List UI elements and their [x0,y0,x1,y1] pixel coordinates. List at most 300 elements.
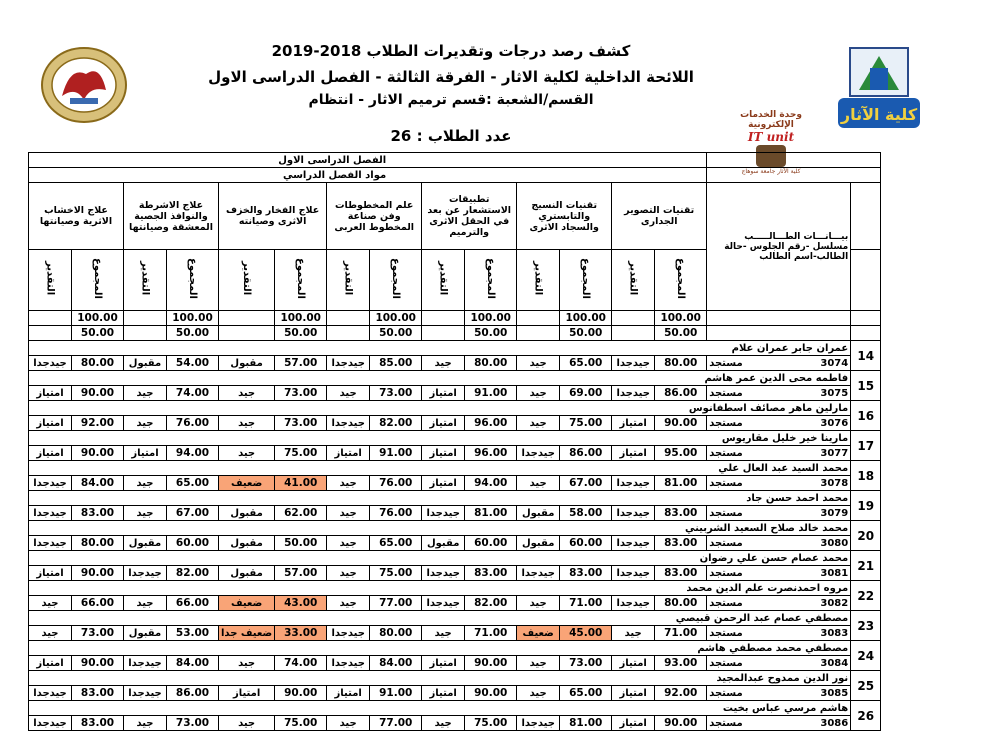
seat-number: 3078 [820,477,849,489]
score-cell: 80.00 [655,356,707,371]
grade-cell: جيدجدا [29,686,72,701]
total-subheader [370,250,422,311]
score-cell: 74.00 [275,656,327,671]
score-cell: 71.00 [560,596,612,611]
grade-cell: مقبول [124,536,167,551]
score-cell: 83.00 [72,506,124,521]
student-status: مستجد [709,687,743,699]
grade-cell: جيد [517,686,560,701]
grade-label: التقدير [342,261,354,296]
score-cell: 66.00 [72,596,124,611]
blank-cell [707,311,851,326]
score-cell: 84.00 [167,656,219,671]
table-row [29,386,881,401]
row-index: 22 [851,581,881,611]
grade-cell: جيد [124,416,167,431]
grade-cell: جيد [517,476,560,491]
seat-number: 3081 [820,567,849,579]
total-label: المجموع [390,258,402,299]
score-cell: 73.00 [275,386,327,401]
grade-cell: امتياز [422,476,465,491]
score-limit: 100.00 [465,311,517,326]
table-row [29,656,881,671]
score-cell: 91.00 [370,686,422,701]
grade-cell: امتياز [327,446,370,461]
grade-cell: جيد [219,446,275,461]
grade-cell: امتياز [124,446,167,461]
score-cell: 83.00 [72,686,124,701]
total-subheader [275,250,327,311]
score-cell: 90.00 [465,656,517,671]
grade-cell: امتياز [327,686,370,701]
student-status: مستجد [709,507,743,519]
score-cell: 96.00 [465,446,517,461]
grade-cell: جيد [422,626,465,641]
total-subheader [655,250,707,311]
table-row [29,401,881,416]
table-row [29,506,881,521]
score-cell: 74.00 [167,386,219,401]
score-cell: 86.00 [560,446,612,461]
student-name: محمد خالد صلاح السعيد الشربيني [29,521,851,536]
grade-cell: مقبول [124,626,167,641]
score-cell: 58.00 [560,506,612,521]
grade-cell: جيدجدا [612,386,655,401]
grade-cell: جيدجدا [124,686,167,701]
score-cell: 90.00 [72,386,124,401]
grade-cell: امتياز [422,416,465,431]
student-name: مارينا خير خليل مقاريوس [29,431,851,446]
blank-cell [851,183,881,250]
score-cell: 90.00 [465,686,517,701]
score-cell: 85.00 [370,356,422,371]
grade-cell: امتياز [29,656,72,671]
blank-cell [612,326,655,341]
score-limit: 50.00 [370,326,422,341]
score-cell: 90.00 [72,446,124,461]
score-cell: 82.00 [465,596,517,611]
total-subheader [560,250,612,311]
score-cell: 75.00 [275,716,327,731]
grade-cell: مقبول [517,506,560,521]
grade-cell: جيد [327,476,370,491]
grade-cell: جيدجدا [124,566,167,581]
seat-number: 3077 [820,447,849,459]
score-cell: 75.00 [370,566,422,581]
grade-cell: جيدجدا [612,356,655,371]
grade-cell: امتياز [29,446,72,461]
students-count: عدد الطلاب : 26 [390,127,512,145]
score-cell: 83.00 [655,536,707,551]
table-row [29,476,881,491]
score-limit: 50.00 [655,326,707,341]
student-name: مارلين ماهر مصائف اسطفانوس [29,401,851,416]
subject-header: تقنيات النسيج والتابستري والسجاد الاثرى [517,183,612,250]
blank-cell [327,311,370,326]
student-info-header: بيـــانـــات الطـــالـــــب مسلسل -رقم الجلوس -حالة الطالب-اسم الطالب [707,183,851,311]
grade-cell: جيدجدا [327,416,370,431]
grade-label: التقدير [437,261,449,296]
grade-cell: امتياز [612,656,655,671]
student-name: محمد السيد عبد العال علي [29,461,851,476]
table-row [29,581,881,596]
min-score-row [29,326,881,341]
score-cell: 90.00 [275,686,327,701]
student-id-status [707,356,851,371]
table-row [29,671,881,686]
score-cell: 83.00 [655,506,707,521]
student-id-status [707,386,851,401]
score-cell: 93.00 [655,656,707,671]
seat-number: 3085 [820,687,849,699]
grade-label: التقدير [139,261,151,296]
grade-cell: جيدجدا [29,476,72,491]
table-row [29,701,881,716]
grade-cell: جيدجدا [422,596,465,611]
student-name: محمد عصام حسن علي رضوان [29,551,851,566]
faculty-logo-icon [834,38,924,136]
grade-cell: جيدجدا [612,536,655,551]
student-id-status [707,626,851,641]
table-row [29,461,881,476]
grade-cell: امتياز [612,446,655,461]
score-cell: 91.00 [370,446,422,461]
grade-cell: جيد [124,716,167,731]
row-index: 17 [851,431,881,461]
grade-subheader [327,250,370,311]
grade-cell: جيدجدا [612,596,655,611]
subject-header: علاج الفخار والخزف الاثرى وصيانته [219,183,327,250]
blank-cell [707,153,881,168]
row-index: 21 [851,551,881,581]
score-cell: 67.00 [167,506,219,521]
score-cell: 57.00 [275,356,327,371]
grade-cell: ضعيف [219,476,275,491]
blank-cell [707,326,851,341]
table-row [29,416,881,431]
grade-cell: مقبول [517,536,560,551]
score-cell: 81.00 [465,506,517,521]
total-label: المجموع [92,258,103,299]
subject-header: علم المخطوطات وفن صناعة المخطوط العربى [327,183,422,250]
grade-cell: جيد [124,476,167,491]
student-id-status [707,536,851,551]
table-row [29,611,881,626]
grade-cell: جيدجدا [327,626,370,641]
grade-cell: امتياز [422,686,465,701]
student-status: مستجد [709,417,743,429]
grade-subheader [612,250,655,311]
seat-number: 3080 [820,537,849,549]
table-row [29,596,881,611]
blank-cell [851,250,881,311]
grade-cell: جيدجدا [124,656,167,671]
score-cell: 80.00 [370,626,422,641]
grade-cell: مقبول [124,356,167,371]
grade-cell: جيد [327,566,370,581]
table-row [29,341,881,356]
grade-cell: جيدجدا [612,506,655,521]
score-cell: 81.00 [655,476,707,491]
blank-cell [327,326,370,341]
report-subtitle: اللائحة الداخلية لكلية الاثار - الفرقة الثالثة - الفصل الدراسى الاول [208,68,694,86]
score-cell: 84.00 [72,476,124,491]
grade-subheader [29,250,72,311]
score-cell: 77.00 [370,716,422,731]
student-status: مستجد [709,447,743,459]
subject-header: تقنيات التصوير الجدارى [612,183,707,250]
score-cell: 76.00 [370,476,422,491]
score-cell: 83.00 [72,716,124,731]
row-index: 15 [851,371,881,401]
blank-cell [851,326,881,341]
score-cell: 75.00 [465,716,517,731]
subjects-group-header: مواد الفصل الدراسي [29,168,707,183]
score-limit: 50.00 [275,326,327,341]
grade-cell: جيد [124,596,167,611]
total-label: المجموع [187,258,198,299]
score-cell: 43.00 [275,596,327,611]
row-index: 23 [851,611,881,641]
row-index: 24 [851,641,881,671]
score-limit: 100.00 [370,311,422,326]
total-label: المجموع [675,258,687,299]
table-row [29,491,881,506]
grade-cell: جيد [219,386,275,401]
grade-cell: جيد [327,506,370,521]
max-score-row [29,311,881,326]
score-cell: 80.00 [465,356,517,371]
score-cell: 53.00 [167,626,219,641]
score-cell: 71.00 [655,626,707,641]
grade-cell: جيد [612,626,655,641]
grade-cell: امتياز [29,566,72,581]
score-cell: 41.00 [275,476,327,491]
score-cell: 82.00 [167,566,219,581]
table-row [29,686,881,701]
score-limit: 100.00 [167,311,219,326]
grade-cell: مقبول [219,536,275,551]
table-row [29,521,881,536]
table-row [29,536,881,551]
score-cell: 80.00 [72,536,124,551]
blank-cell [707,168,881,183]
student-id-status [707,506,851,521]
score-cell: 66.00 [167,596,219,611]
grade-label: التقدير [44,261,56,296]
score-cell: 65.00 [167,476,219,491]
table-row [29,431,881,446]
total-subheader [465,250,517,311]
total-label: المجموع [580,258,592,299]
it-unit-line2: الإلكترونية [748,120,794,130]
student-status: مستجد [709,567,743,579]
grade-cell: جيد [517,356,560,371]
grade-subheader [124,250,167,311]
score-cell: 92.00 [655,686,707,701]
score-cell: 73.00 [72,626,124,641]
grade-cell: مقبول [219,506,275,521]
report-title: كشف رصد درجات وتقديرات الطلاب 2018-2019 [271,42,631,60]
score-cell: 91.00 [465,386,517,401]
score-cell: 95.00 [655,446,707,461]
subject-header: علاج الاخشاب الاثرية وصيانتها [29,183,124,250]
table-row [29,641,881,656]
blank-cell [422,311,465,326]
score-cell: 73.00 [370,386,422,401]
student-name: نور الدين ممدوح عبدالمجيد [29,671,851,686]
grade-cell: مقبول [422,536,465,551]
grade-cell: جيدجدا [517,716,560,731]
row-index: 26 [851,701,881,731]
table-row [29,356,881,371]
score-cell: 86.00 [167,686,219,701]
score-cell: 90.00 [655,416,707,431]
grade-cell: جيدجدا [422,566,465,581]
seat-number: 3079 [820,507,849,519]
grade-cell: مقبول [219,356,275,371]
grade-cell: جيد [219,416,275,431]
student-status: مستجد [709,627,743,639]
grade-cell: جيد [327,536,370,551]
it-unit-line4: كلية الآثار جامعة سوهاج [741,168,801,175]
row-index: 16 [851,401,881,431]
grade-cell: جيدجدا [29,536,72,551]
student-name: فاطمه محى الدين عمر هاشم [29,371,851,386]
blank-cell [124,326,167,341]
seat-number: 3086 [820,717,849,729]
grade-cell: جيد [327,386,370,401]
grade-cell: جيد [29,626,72,641]
student-id-status [707,596,851,611]
score-cell: 60.00 [560,536,612,551]
blank-cell [219,326,275,341]
score-limit: 50.00 [167,326,219,341]
score-limit: 50.00 [560,326,612,341]
seat-number: 3084 [820,657,849,669]
blank-cell [851,311,881,326]
grade-cell: امتياز [422,656,465,671]
score-cell: 81.00 [560,716,612,731]
grade-cell: امتياز [612,686,655,701]
table-row [29,371,881,386]
table-row [29,626,881,641]
score-cell: 84.00 [370,656,422,671]
student-id-status [707,416,851,431]
score-cell: 96.00 [465,416,517,431]
subject-header: علاج الاشرطة والنوافذ الجصية المعشقة وصيانتها [124,183,219,250]
grade-cell: امتياز [219,686,275,701]
score-cell: 73.00 [167,716,219,731]
it-unit-line1: وحدة الخدمات [740,110,802,120]
student-status: مستجد [709,597,743,609]
score-cell: 83.00 [465,566,517,581]
student-name: مروه احمدنصرت علم الدين محمد [29,581,851,596]
grade-label: التقدير [241,261,253,296]
grade-cell: جيد [517,386,560,401]
table-row [29,566,881,581]
grade-cell: جيدجدا [29,506,72,521]
student-id-status [707,446,851,461]
grade-subheader [517,250,560,311]
student-name: هاشم مرسي عباس بخيت [29,701,851,716]
score-cell: 83.00 [655,566,707,581]
student-status: مستجد [709,717,743,729]
score-cell: 45.00 [560,626,612,641]
score-cell: 77.00 [370,596,422,611]
score-cell: 86.00 [655,386,707,401]
grade-subheader [422,250,465,311]
grade-cell: جيدجدا [612,476,655,491]
score-cell: 94.00 [465,476,517,491]
score-cell: 60.00 [465,536,517,551]
score-limit: 100.00 [560,311,612,326]
grade-cell: ضعيف جدا [219,626,275,641]
table-row [29,716,881,731]
university-seal-icon [40,46,128,124]
blank-cell [29,311,72,326]
grade-cell: امتياز [422,386,465,401]
row-index: 18 [851,461,881,491]
semester-header: الفصل الدراسى الاول [29,153,707,168]
score-cell: 73.00 [560,656,612,671]
grade-cell: ضعيف [219,596,275,611]
seat-number: 3075 [820,387,849,399]
grade-cell: امتياز [612,416,655,431]
grade-cell: جيد [124,506,167,521]
student-status: مستجد [709,477,743,489]
total-subheader [72,250,124,311]
grade-cell: مقبول [219,566,275,581]
score-cell: 69.00 [560,386,612,401]
grade-cell: جيدجدا [422,506,465,521]
score-cell: 94.00 [167,446,219,461]
seat-number: 3083 [820,627,849,639]
blank-cell [29,326,72,341]
score-cell: 92.00 [72,416,124,431]
grade-cell: جيدجدا [612,566,655,581]
grade-cell: جيدجدا [517,446,560,461]
student-id-status [707,476,851,491]
student-id-status [707,716,851,731]
student-id-status [707,566,851,581]
subject-header: تطبيقات الاستشعار عن بعد في الحقل الاثرى والترميم [422,183,517,250]
score-limit: 100.00 [655,311,707,326]
total-label: المجموع [295,258,307,299]
score-cell: 33.00 [275,626,327,641]
student-name: عمران جابر عمران علام [29,341,851,356]
row-index: 20 [851,521,881,551]
blank-cell [422,326,465,341]
score-cell: 90.00 [72,656,124,671]
grade-cell: جيد [422,356,465,371]
score-cell: 65.00 [560,356,612,371]
score-cell: 50.00 [275,536,327,551]
score-cell: 65.00 [370,536,422,551]
grade-cell: جيد [422,716,465,731]
grade-cell: امتياز [612,716,655,731]
grade-cell: جيد [219,656,275,671]
grade-cell: جيدجدا [327,356,370,371]
grade-subheader [219,250,275,311]
grade-cell: ضعيف [517,626,560,641]
seat-number: 3074 [820,357,849,369]
student-status: مستجد [709,387,743,399]
row-index: 25 [851,671,881,701]
score-limit: 50.00 [465,326,517,341]
student-status: مستجد [709,537,743,549]
seat-number: 3076 [820,417,849,429]
